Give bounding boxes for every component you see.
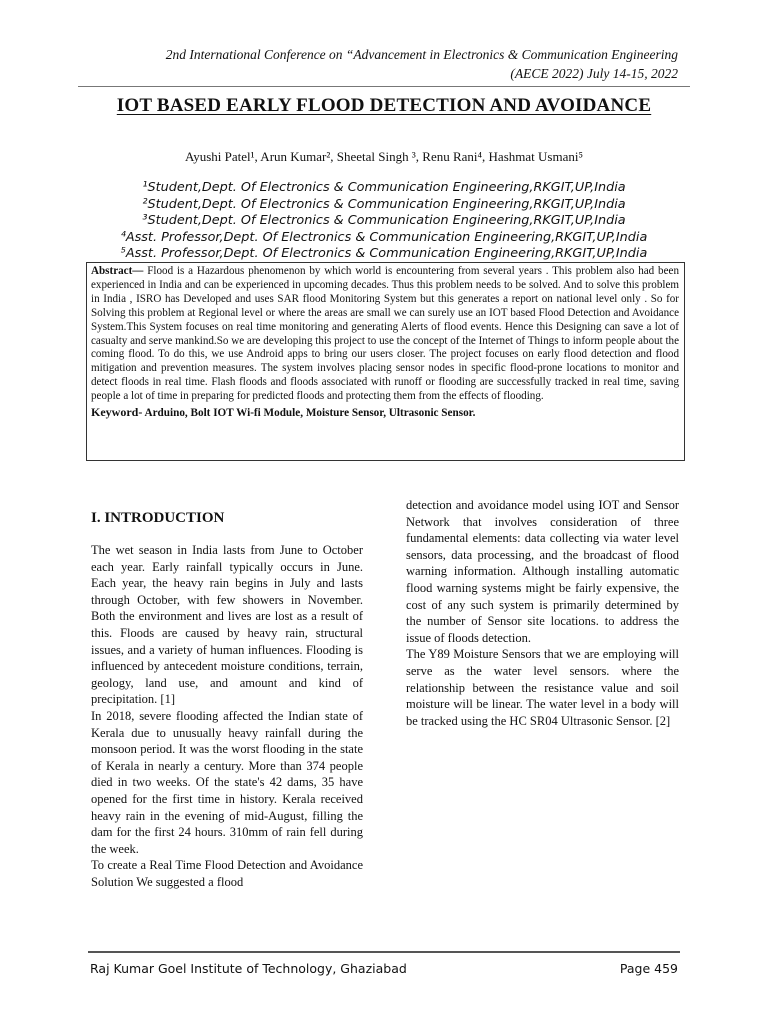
conference-header-line2: (AECE 2022) July 14-15, 2022: [510, 66, 678, 81]
affiliation-3: ³Student,Dept. Of Electronics & Communication Engineering,RKGIT,UP,India: [142, 213, 626, 228]
affiliation-5: ⁵Asst. Professor,Dept. Of Electronics & Communication Engineering,RKGIT,UP,India: [120, 246, 648, 261]
footer-institute: Raj Kumar Goel Institute of Technology, Ghaziabad: [90, 961, 407, 976]
conference-header-line1: 2nd International Conference on “Advancement in Electronics & Communication Engineering: [165, 47, 678, 62]
abstract-box: [86, 262, 685, 461]
page-number: Page 459: [619, 961, 678, 976]
body-paragraph: The wet season in India lasts from June to October each year. Early rainfall typically occurs in June. Each year, the heavy rain begins in July and lasts through October, with few showers in November. Both the environment and lives are lost as a result of this. Floods are caused by heavy rain, structural issues, and a variety of human influences. Flooding is influenced by antecedent moisture conditions, terrain, geology, land use, and amount and kind of precipitation. [1]: [91, 543, 363, 707]
footer-divider: [88, 951, 680, 953]
keyword-line: [91, 404, 679, 421]
affiliation-2: ²Student,Dept. Of Electronics & Communication Engineering,RKGIT,UP,India: [142, 196, 626, 212]
body-paragraph: detection and avoidance model using IOT and Sensor Network that involves consideration of three fundamental elements: data collecting via water level sensors, data processing, and the broadcast of flood warning information. Although installing automatic flood warning systems might be fairly expensive, the cost of any such system is primarily determined by the number of Sensor site locations. to address the issue of floods detection.: [406, 498, 679, 645]
author-list: Ayushi Patel¹, Arun Kumar², Sheetal Singh ³, Renu Rani⁴, Hashmat Usmani⁵: [185, 149, 583, 164]
affiliation-list: [60, 180, 708, 263]
affiliation-4: ⁴Asst. Professor,Dept. Of Electronics & Communication Engineering,RKGIT,UP,India: [120, 229, 648, 245]
affiliation-1: ¹Student,Dept. Of Electronics & Communication Engineering,RKGIT,UP,India: [142, 180, 626, 195]
abstract-label: Abstract—: [91, 265, 144, 277]
body-paragraph: In 2018, severe flooding affected the Indian state of Kerala due to unusually heavy rainfall during the monsoon period. It was the worst flooding in the state of Kerala in nearly a century. More than 374 people died in two weeks. Of the state's 42 dams, 35 have opened for the first time in history. Kerala received heavy rain in the evening of mid-August, filling the dam for the first 24 hours. 310mm of rain fell during the week.: [91, 708, 363, 856]
abstract-text: Flood is a Hazardous phenomenon by which world is encountering from several years . This problem also had been experienced in India and can be experienced in upcoming decades. Thus this problem needs to be solved. And to solve this problem in India , ISRO has Developed and uses SAR flood Monitoring System but this generates a report on national level only . So for Solving this problem at Regional level or where the areas are small we can surely use an IOT based Flood Detection and Avoidance System.This System focuses on real time monitoring and generating Alerts of flood events. Hence this Designing can save a lot of casualty and serve mankind.So we are developing this project to use the concept of the Internet of Things to inform people about the coming flood. To do this, we use Android apps to bring our users closer. The project focuses on early flood detection and flood mitigation and prevention measures. The system involves placing sensor nodes in specific flood-prone locations to monitor and detect floods in real time. Flash floods and floods associated with runoff or flooding are successfully tracked in real time, saving people a lot of time in preparing for predicted floods and protecting them from the effects of flooding.: [91, 265, 679, 403]
body-paragraph: To create a Real Time Flood Detection and Avoidance Solution We suggested a flood: [91, 858, 363, 889]
body-paragraph: The Y89 Moisture Sensors that we are employing will serve as the water level sensors. where the relationship between the resistance value and soil moisture will be linear. The water level in a body will be tracked using the HC SR04 Ultrasonic Sensor. [2]: [406, 647, 679, 728]
right-column: [406, 497, 679, 729]
title-divider: [78, 86, 690, 87]
abstract-paragraph: [91, 265, 679, 404]
paper-title: IOT BASED EARLY FLOOD DETECTION AND AVOIDANCE: [116, 95, 652, 116]
left-column: [91, 542, 363, 890]
keyword-text: Arduino, Bolt IOT Wi-fi Module, Moisture Sensor, Ultrasonic Sensor.: [142, 407, 476, 420]
keyword-label: Keyword-: [91, 405, 143, 420]
section-heading-introduction: I. INTRODUCTION: [91, 510, 225, 526]
conference-header: [80, 45, 678, 83]
